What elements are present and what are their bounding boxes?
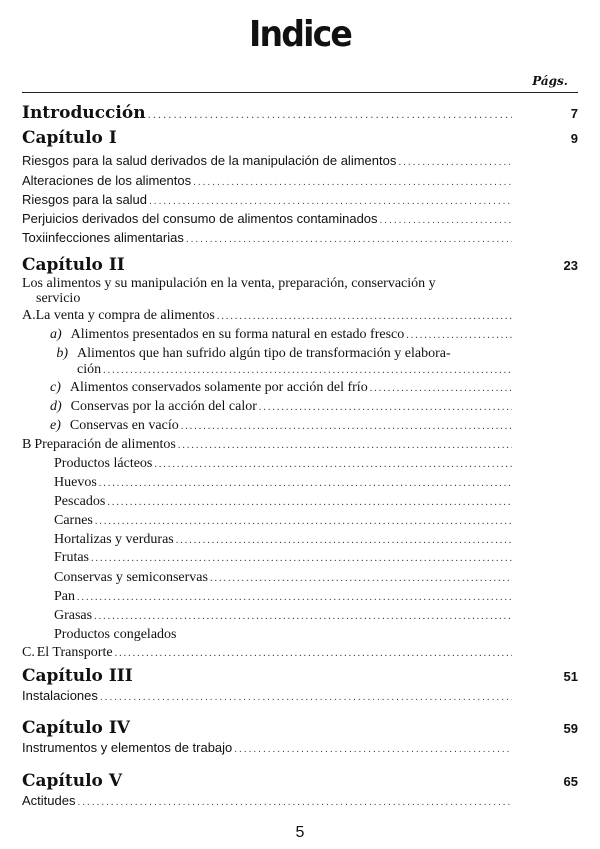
toc-entry-capitulo-5 bbox=[0, 771, 600, 792]
toc-entry-item bbox=[0, 456, 600, 473]
toc-label: Alimentos conservados solamente por acción del frío bbox=[69, 380, 368, 395]
leader-dots bbox=[103, 363, 512, 379]
toc-page: 59 bbox=[563, 721, 578, 736]
section-marker: B bbox=[22, 437, 32, 452]
leader-dots bbox=[94, 609, 512, 625]
toc-entry-item bbox=[0, 494, 600, 511]
toc-entry-capitulo-1 bbox=[0, 128, 600, 149]
toc-page: 51 bbox=[563, 669, 578, 684]
toc-label: Frutas bbox=[54, 550, 89, 565]
toc-entry bbox=[0, 688, 600, 706]
toc-label: Alimentos presentados en su forma natural en estado fresco bbox=[70, 327, 405, 342]
toc-entry-item bbox=[0, 532, 600, 549]
toc-entry-item bbox=[0, 475, 600, 492]
leader-dots bbox=[193, 175, 512, 191]
page-number: 5 bbox=[295, 824, 305, 841]
toc-entry bbox=[0, 740, 600, 758]
toc-label: Los alimentos y su manipulación en la venta, preparación, conservación y bbox=[22, 276, 436, 291]
toc-label: Capítulo III bbox=[22, 666, 133, 686]
toc-label: ción bbox=[77, 362, 102, 377]
toc-entry-item bbox=[0, 589, 600, 606]
toc-label: Capítulo II bbox=[22, 255, 125, 275]
leader-dots bbox=[107, 495, 512, 511]
toc-label: Riesgos para la salud derivados de la manipulación de alimentos bbox=[22, 153, 397, 168]
toc-label: Instalaciones bbox=[22, 688, 98, 703]
toc-entry-sub bbox=[0, 327, 600, 344]
toc-entry bbox=[0, 153, 600, 171]
toc-entry bbox=[0, 793, 600, 811]
toc-label: Riesgos para la salud bbox=[22, 192, 148, 207]
toc-page: 7 bbox=[570, 106, 578, 121]
leader-dots bbox=[186, 232, 512, 248]
toc-entry bbox=[0, 192, 600, 210]
leader-dots bbox=[91, 551, 512, 567]
leader-dots bbox=[181, 419, 512, 435]
toc-entry-item bbox=[0, 627, 600, 643]
leader-dots bbox=[77, 795, 512, 811]
leader-dots bbox=[234, 742, 512, 758]
toc-label: La venta y compra de alimentos bbox=[35, 308, 215, 323]
toc-entry-capitulo-3 bbox=[0, 666, 600, 687]
toc-label: Capítulo V bbox=[22, 771, 123, 791]
sub-marker: e) bbox=[50, 418, 61, 433]
toc-label: Capítulo IV bbox=[22, 718, 130, 738]
toc-entry-sub bbox=[0, 380, 600, 397]
toc-label: Capítulo I bbox=[22, 128, 117, 148]
leader-dots bbox=[370, 381, 512, 397]
leader-dots bbox=[148, 106, 512, 126]
toc-label: Conservas por la acción del calor bbox=[70, 399, 257, 414]
leader-dots bbox=[406, 328, 512, 344]
leader-dots bbox=[100, 690, 512, 706]
toc-entry-sub bbox=[0, 346, 600, 362]
toc-label: Productos congelados bbox=[54, 627, 177, 642]
toc-label: Alimentos que han sufrido algún tipo de transformación y elabora- bbox=[77, 346, 451, 361]
leader-dots bbox=[380, 213, 512, 229]
leader-dots bbox=[115, 646, 512, 662]
leader-dots bbox=[77, 590, 512, 606]
leader-dots bbox=[178, 438, 512, 454]
toc-label: Grasas bbox=[54, 608, 93, 623]
leader-dots bbox=[398, 155, 512, 171]
toc-label: Alteraciones de los alimentos bbox=[22, 173, 192, 188]
toc-label: Carnes bbox=[54, 513, 93, 528]
leader-dots bbox=[95, 514, 512, 530]
toc-label: Huevos bbox=[54, 475, 97, 490]
toc-page: 23 bbox=[563, 258, 578, 273]
toc-page: 9 bbox=[570, 131, 578, 146]
toc-entry-item bbox=[0, 608, 600, 625]
toc-entry-sub-cont bbox=[0, 362, 600, 379]
toc-entry-sub bbox=[0, 418, 600, 435]
toc-entry-item bbox=[0, 513, 600, 530]
toc-entry-introduccion bbox=[0, 103, 600, 126]
toc-label: Instrumentos y elementos de trabajo bbox=[22, 740, 233, 755]
sub-marker: a) bbox=[50, 327, 62, 342]
toc-label: Introducción bbox=[22, 103, 146, 123]
toc-page: 65 bbox=[563, 774, 578, 789]
toc-entry-item bbox=[0, 550, 600, 567]
toc-label: Preparación de alimentos bbox=[34, 437, 176, 452]
leader-dots bbox=[217, 309, 512, 325]
toc-label: Toxiinfecciones alimentarias bbox=[22, 230, 184, 245]
toc-label: servicio bbox=[36, 291, 81, 306]
toc-entry bbox=[0, 291, 600, 307]
toc-entry-item bbox=[0, 570, 600, 587]
toc-label: Conservas y semiconservas bbox=[54, 570, 208, 585]
toc-label: El Transporte bbox=[36, 645, 113, 660]
toc-entry-capitulo-2 bbox=[0, 255, 600, 276]
toc-entry bbox=[0, 276, 600, 292]
toc-label: Productos lácteos bbox=[54, 456, 153, 471]
page-title: Indice bbox=[248, 14, 352, 55]
toc-label: Conservas en vacío bbox=[69, 418, 179, 433]
sub-marker: c) bbox=[50, 380, 61, 395]
sub-marker: d) bbox=[50, 399, 62, 414]
section-marker: C. bbox=[22, 645, 35, 660]
sub-marker: b) bbox=[56, 346, 68, 361]
section-marker: A. bbox=[22, 308, 36, 323]
toc-label: Pescados bbox=[54, 494, 106, 509]
toc-entry-section-c bbox=[0, 645, 600, 662]
header-rule bbox=[22, 92, 578, 93]
toc-entry-section-b bbox=[0, 437, 600, 454]
leader-dots bbox=[99, 476, 512, 492]
toc-entry-section-a bbox=[0, 308, 600, 325]
toc-label: Perjuicios derivados del consumo de alimentos contaminados bbox=[22, 211, 378, 226]
toc-entry-capitulo-4 bbox=[0, 718, 600, 739]
toc-label: Actitudes bbox=[22, 793, 76, 808]
toc-label: Hortalizas y verduras bbox=[54, 532, 174, 547]
toc-entry bbox=[0, 230, 600, 248]
leader-dots bbox=[176, 533, 512, 549]
leader-dots bbox=[259, 400, 512, 416]
toc-entry-sub bbox=[0, 399, 600, 416]
leader-dots bbox=[154, 457, 512, 473]
toc-label: Pan bbox=[54, 589, 75, 604]
pages-column-header: Págs. bbox=[532, 74, 568, 88]
leader-dots bbox=[210, 571, 512, 587]
toc-entry bbox=[0, 173, 600, 191]
leader-dots bbox=[149, 194, 512, 210]
toc-entry bbox=[0, 211, 600, 229]
